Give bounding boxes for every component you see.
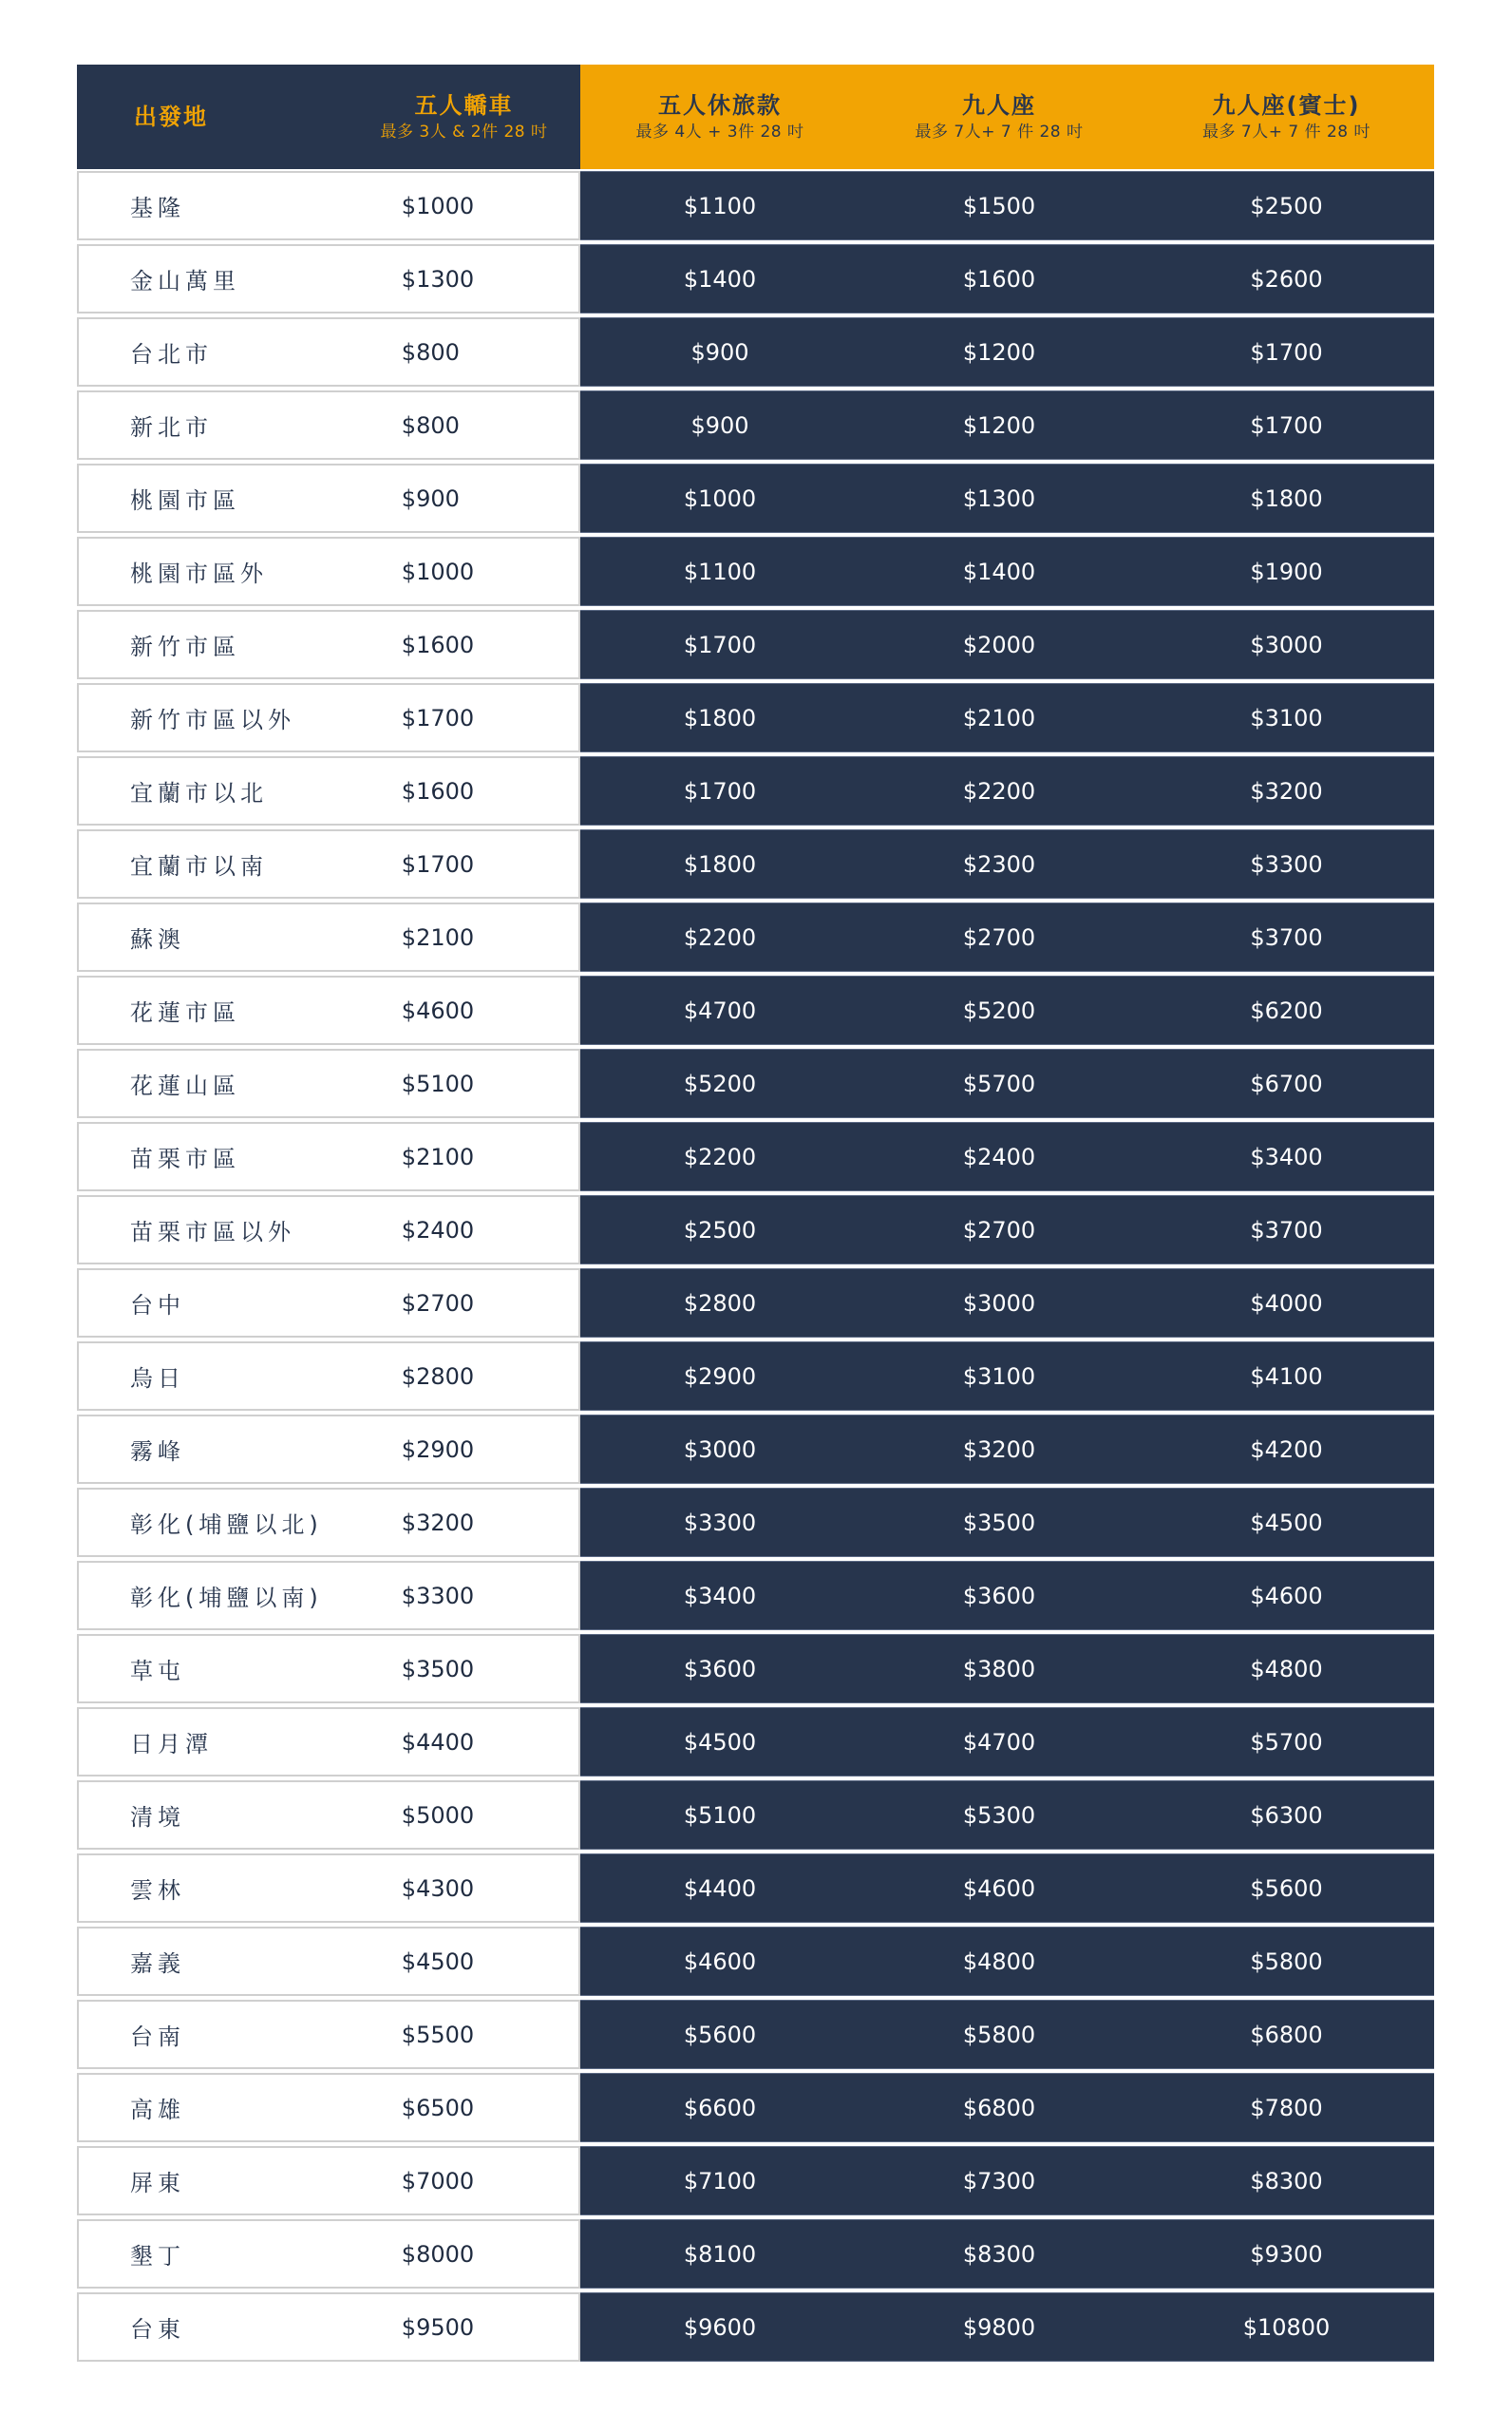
origin-cell: 苗栗市區以外 bbox=[130, 1219, 295, 1245]
price-suv: $1000 bbox=[683, 484, 757, 512]
table-row bbox=[77, 1122, 1434, 1191]
table-row bbox=[77, 610, 1434, 679]
price-suv: $4500 bbox=[683, 1728, 757, 1756]
header-col-subtitle: 最多 3人 & 2件 28 吋 bbox=[380, 123, 548, 142]
price-sedan: $5100 bbox=[401, 1070, 475, 1097]
price-suv: $2800 bbox=[683, 1289, 757, 1317]
price-sedan: $3300 bbox=[401, 1582, 475, 1609]
row-right-cells bbox=[580, 1268, 1434, 1338]
price-nine-seater: $9800 bbox=[962, 2313, 1036, 2341]
origin-cell: 蘇澳 bbox=[130, 926, 185, 953]
price-sedan: $8000 bbox=[401, 2240, 475, 2268]
price-suv: $6600 bbox=[683, 2094, 757, 2121]
price-nine-seater-benz: $2500 bbox=[1250, 192, 1323, 219]
price-nine-seater: $2400 bbox=[962, 1143, 1036, 1170]
table-row bbox=[77, 171, 1434, 240]
table-row bbox=[77, 2146, 1434, 2215]
table-row bbox=[77, 1488, 1434, 1557]
price-nine-seater: $2700 bbox=[962, 923, 1036, 951]
price-nine-seater-benz: $4200 bbox=[1250, 1435, 1323, 1463]
row-right-cells bbox=[580, 1853, 1434, 1923]
table-row bbox=[77, 2292, 1434, 2362]
price-sedan: $800 bbox=[401, 338, 460, 366]
price-suv: $1800 bbox=[683, 704, 757, 732]
price-nine-seater-benz: $3700 bbox=[1250, 923, 1323, 951]
price-sedan: $5000 bbox=[401, 1801, 475, 1829]
row-left-cells bbox=[77, 171, 580, 240]
price-sedan: $2100 bbox=[401, 923, 475, 951]
price-nine-seater-benz: $3000 bbox=[1250, 631, 1323, 658]
price-suv: $3600 bbox=[683, 1655, 757, 1682]
price-nine-seater: $3600 bbox=[962, 1582, 1036, 1609]
table-body bbox=[77, 171, 1434, 2362]
origin-cell: 台南 bbox=[130, 2024, 185, 2050]
header-col-suv bbox=[580, 65, 860, 169]
row-right-cells bbox=[580, 2219, 1434, 2289]
price-suv: $5100 bbox=[683, 1801, 757, 1829]
price-sedan: $1700 bbox=[401, 704, 475, 732]
origin-cell: 宜蘭市以南 bbox=[130, 853, 268, 880]
price-nine-seater-benz: $4600 bbox=[1250, 1582, 1323, 1609]
price-sedan: $5500 bbox=[401, 2021, 475, 2048]
price-nine-seater-benz: $5600 bbox=[1250, 1874, 1323, 1902]
origin-cell: 桃園市區 bbox=[130, 487, 240, 514]
row-right-cells bbox=[580, 1122, 1434, 1191]
row-left-cells bbox=[77, 1195, 580, 1264]
row-left-cells bbox=[77, 1707, 580, 1776]
row-right-cells bbox=[580, 244, 1434, 314]
row-left-cells bbox=[77, 1927, 580, 1996]
price-sedan: $2900 bbox=[401, 1435, 475, 1463]
row-left-cells bbox=[77, 2219, 580, 2289]
row-right-cells bbox=[580, 1488, 1434, 1557]
price-sedan: $2800 bbox=[401, 1362, 475, 1390]
origin-cell: 桃園市區外 bbox=[130, 560, 268, 587]
origin-cell: 日月潭 bbox=[130, 1731, 213, 1758]
row-right-cells bbox=[580, 683, 1434, 752]
price-nine-seater-benz: $5800 bbox=[1250, 1948, 1323, 1975]
origin-cell: 墾丁 bbox=[130, 2243, 185, 2270]
row-right-cells bbox=[580, 1049, 1434, 1118]
row-right-cells bbox=[580, 1415, 1434, 1484]
price-suv: $9600 bbox=[683, 2313, 757, 2341]
price-nine-seater: $1600 bbox=[962, 265, 1036, 293]
price-suv: $3000 bbox=[683, 1435, 757, 1463]
origin-cell: 台中 bbox=[130, 1292, 185, 1319]
origin-cell: 台東 bbox=[130, 2316, 185, 2343]
origin-cell: 雲林 bbox=[130, 1877, 185, 1904]
price-suv: $1100 bbox=[683, 192, 757, 219]
row-right-cells bbox=[580, 902, 1434, 972]
price-suv: $900 bbox=[690, 411, 749, 439]
price-sedan: $1700 bbox=[401, 850, 475, 878]
row-left-cells bbox=[77, 1780, 580, 1850]
origin-cell: 新北市 bbox=[130, 414, 213, 441]
table-row bbox=[77, 1341, 1434, 1411]
price-table bbox=[77, 65, 1434, 2362]
price-nine-seater: $3500 bbox=[962, 1509, 1036, 1536]
origin-cell: 屏東 bbox=[130, 2170, 185, 2196]
row-left-cells bbox=[77, 1561, 580, 1630]
row-left-cells bbox=[77, 390, 580, 460]
table-row bbox=[77, 537, 1434, 606]
row-right-cells bbox=[580, 464, 1434, 533]
price-sedan: $1600 bbox=[401, 631, 475, 658]
price-nine-seater: $1500 bbox=[962, 192, 1036, 219]
header-col-subtitle: 最多 7人+ 7 件 28 吋 bbox=[1201, 123, 1371, 142]
header-col-subtitle: 最多 7人+ 7 件 28 吋 bbox=[915, 123, 1084, 142]
price-nine-seater: $2000 bbox=[962, 631, 1036, 658]
price-nine-seater: $3000 bbox=[962, 1289, 1036, 1317]
row-right-cells bbox=[580, 1195, 1434, 1264]
price-nine-seater-benz: $1900 bbox=[1250, 558, 1323, 585]
price-nine-seater: $2700 bbox=[962, 1216, 1036, 1244]
price-suv: $7100 bbox=[683, 2167, 757, 2194]
price-suv: $1100 bbox=[683, 558, 757, 585]
price-suv: $4700 bbox=[683, 997, 757, 1024]
origin-cell: 新竹市區 bbox=[130, 634, 240, 660]
row-left-cells bbox=[77, 2292, 580, 2362]
price-sedan: $800 bbox=[401, 411, 460, 439]
price-nine-seater: $5700 bbox=[962, 1070, 1036, 1097]
origin-cell: 高雄 bbox=[130, 2097, 185, 2123]
price-sedan: $4400 bbox=[401, 1728, 475, 1756]
table-row bbox=[77, 976, 1434, 1045]
price-nine-seater-benz: $6800 bbox=[1250, 2021, 1323, 2048]
header-col-subtitle: 最多 4人 + 3件 28 吋 bbox=[635, 123, 804, 142]
price-sedan: $2700 bbox=[401, 1289, 475, 1317]
row-right-cells bbox=[580, 2292, 1434, 2362]
price-nine-seater-benz: $4500 bbox=[1250, 1509, 1323, 1536]
price-sedan: $3200 bbox=[401, 1509, 475, 1536]
header-origin-label: 出發地 bbox=[134, 104, 208, 130]
origin-cell: 金山萬里 bbox=[130, 268, 240, 294]
row-right-cells bbox=[580, 1780, 1434, 1850]
table-row bbox=[77, 1268, 1434, 1338]
row-left-cells bbox=[77, 317, 580, 387]
table-row bbox=[77, 317, 1434, 387]
price-nine-seater: $4800 bbox=[962, 1948, 1036, 1975]
table-row bbox=[77, 1927, 1434, 1996]
row-right-cells bbox=[580, 537, 1434, 606]
header-col-nine-seater-benz bbox=[1139, 65, 1434, 169]
row-right-cells bbox=[580, 317, 1434, 387]
origin-cell: 彰化(埔鹽以北) bbox=[130, 1511, 323, 1538]
price-suv: $900 bbox=[690, 338, 749, 366]
price-suv: $1700 bbox=[683, 631, 757, 658]
price-nine-seater: $2100 bbox=[962, 704, 1036, 732]
origin-cell: 霧峰 bbox=[130, 1438, 185, 1465]
price-sedan: $2400 bbox=[401, 1216, 475, 1244]
price-nine-seater: $2300 bbox=[962, 850, 1036, 878]
row-left-cells bbox=[77, 756, 580, 826]
origin-cell: 嘉義 bbox=[130, 1950, 185, 1977]
row-left-cells bbox=[77, 610, 580, 679]
price-nine-seater: $1200 bbox=[962, 411, 1036, 439]
price-suv: $8100 bbox=[683, 2240, 757, 2268]
header-col-sedan bbox=[348, 65, 580, 169]
price-nine-seater-benz: $10800 bbox=[1242, 2313, 1331, 2341]
price-suv: $1800 bbox=[683, 850, 757, 878]
origin-cell: 台北市 bbox=[130, 341, 213, 368]
table-row bbox=[77, 1195, 1434, 1264]
origin-cell: 基隆 bbox=[130, 195, 185, 221]
table-row bbox=[77, 829, 1434, 899]
price-nine-seater: $5300 bbox=[962, 1801, 1036, 1829]
row-left-cells bbox=[77, 829, 580, 899]
header-col-title: 九人座(賓士) bbox=[1212, 92, 1361, 119]
row-right-cells bbox=[580, 829, 1434, 899]
origin-cell: 草屯 bbox=[130, 1658, 185, 1684]
price-nine-seater: $1400 bbox=[962, 558, 1036, 585]
table-row bbox=[77, 1049, 1434, 1118]
origin-cell: 苗栗市區 bbox=[130, 1146, 240, 1172]
row-left-cells bbox=[77, 537, 580, 606]
table-row bbox=[77, 2073, 1434, 2142]
table-row bbox=[77, 2219, 1434, 2289]
row-left-cells bbox=[77, 464, 580, 533]
header-col-title: 五人轎車 bbox=[414, 92, 514, 119]
price-nine-seater: $3200 bbox=[962, 1435, 1036, 1463]
table-row bbox=[77, 1561, 1434, 1630]
header-col-title: 五人休旅款 bbox=[658, 92, 782, 119]
table-row bbox=[77, 756, 1434, 826]
price-sedan: $7000 bbox=[401, 2167, 475, 2194]
price-sedan: $1000 bbox=[401, 558, 475, 585]
row-right-cells bbox=[580, 1561, 1434, 1630]
row-right-cells bbox=[580, 390, 1434, 460]
price-nine-seater-benz: $6300 bbox=[1250, 1801, 1323, 1829]
row-left-cells bbox=[77, 244, 580, 314]
price-nine-seater-benz: $5700 bbox=[1250, 1728, 1323, 1756]
row-left-cells bbox=[77, 1268, 580, 1338]
price-sedan: $1300 bbox=[401, 265, 475, 293]
price-nine-seater: $6800 bbox=[962, 2094, 1036, 2121]
price-suv: $2500 bbox=[683, 1216, 757, 1244]
table-row bbox=[77, 902, 1434, 972]
table-row bbox=[77, 2000, 1434, 2069]
table-row bbox=[77, 1707, 1434, 1776]
row-left-cells bbox=[77, 1122, 580, 1191]
price-nine-seater-benz: $6200 bbox=[1250, 997, 1323, 1024]
price-suv: $5200 bbox=[683, 1070, 757, 1097]
row-right-cells bbox=[580, 1634, 1434, 1703]
price-sedan: $4500 bbox=[401, 1948, 475, 1975]
price-nine-seater: $1300 bbox=[962, 484, 1036, 512]
table-row bbox=[77, 390, 1434, 460]
price-nine-seater-benz: $3100 bbox=[1250, 704, 1323, 732]
table-row bbox=[77, 1634, 1434, 1703]
row-right-cells bbox=[580, 610, 1434, 679]
price-suv: $4600 bbox=[683, 1948, 757, 1975]
price-nine-seater: $1200 bbox=[962, 338, 1036, 366]
price-sedan: $900 bbox=[401, 484, 460, 512]
row-right-cells bbox=[580, 2146, 1434, 2215]
header-origin bbox=[77, 65, 348, 169]
table-row bbox=[77, 1780, 1434, 1850]
price-sedan: $3500 bbox=[401, 1655, 475, 1682]
price-suv: $2200 bbox=[683, 1143, 757, 1170]
price-nine-seater-benz: $1700 bbox=[1250, 411, 1323, 439]
origin-cell: 新竹市區以外 bbox=[130, 707, 295, 733]
price-sedan: $2100 bbox=[401, 1143, 475, 1170]
row-right-cells bbox=[580, 171, 1434, 240]
row-left-cells bbox=[77, 683, 580, 752]
price-nine-seater: $3800 bbox=[962, 1655, 1036, 1682]
origin-cell: 花蓮市區 bbox=[130, 999, 240, 1026]
row-left-cells bbox=[77, 1415, 580, 1484]
row-left-cells bbox=[77, 1634, 580, 1703]
price-nine-seater-benz: $4000 bbox=[1250, 1289, 1323, 1317]
price-nine-seater: $5800 bbox=[962, 2021, 1036, 2048]
table-row bbox=[77, 683, 1434, 752]
price-nine-seater-benz: $6700 bbox=[1250, 1070, 1323, 1097]
origin-cell: 彰化(埔鹽以南) bbox=[130, 1585, 323, 1611]
table-row bbox=[77, 464, 1434, 533]
row-left-cells bbox=[77, 1488, 580, 1557]
row-left-cells bbox=[77, 2000, 580, 2069]
price-suv: $3300 bbox=[683, 1509, 757, 1536]
row-left-cells bbox=[77, 2073, 580, 2142]
price-nine-seater: $4700 bbox=[962, 1728, 1036, 1756]
row-right-cells bbox=[580, 1341, 1434, 1411]
price-sedan: $4600 bbox=[401, 997, 475, 1024]
origin-cell: 清境 bbox=[130, 1804, 185, 1831]
price-nine-seater-benz: $3300 bbox=[1250, 850, 1323, 878]
price-suv: $3400 bbox=[683, 1582, 757, 1609]
price-nine-seater: $2200 bbox=[962, 777, 1036, 805]
price-nine-seater-benz: $4100 bbox=[1250, 1362, 1323, 1390]
row-left-cells bbox=[77, 1049, 580, 1118]
header-col-nine-seater bbox=[860, 65, 1139, 169]
row-left-cells bbox=[77, 1341, 580, 1411]
row-left-cells bbox=[77, 1853, 580, 1923]
price-nine-seater-benz: $1800 bbox=[1250, 484, 1323, 512]
price-sedan: $1000 bbox=[401, 192, 475, 219]
row-left-cells bbox=[77, 2146, 580, 2215]
price-suv: $2200 bbox=[683, 923, 757, 951]
price-nine-seater-benz: $7800 bbox=[1250, 2094, 1323, 2121]
price-nine-seater-benz: $3700 bbox=[1250, 1216, 1323, 1244]
table-row bbox=[77, 1853, 1434, 1923]
price-sedan: $9500 bbox=[401, 2313, 475, 2341]
price-nine-seater-benz: $8300 bbox=[1250, 2167, 1323, 2194]
row-right-cells bbox=[580, 2000, 1434, 2069]
price-nine-seater: $5200 bbox=[962, 997, 1036, 1024]
price-nine-seater-benz: $2600 bbox=[1250, 265, 1323, 293]
price-nine-seater: $8300 bbox=[962, 2240, 1036, 2268]
price-suv: $5600 bbox=[683, 2021, 757, 2048]
price-nine-seater-benz: $1700 bbox=[1250, 338, 1323, 366]
origin-cell: 宜蘭市以北 bbox=[130, 780, 268, 807]
row-left-cells bbox=[77, 902, 580, 972]
price-sedan: $6500 bbox=[401, 2094, 475, 2121]
row-left-cells bbox=[77, 976, 580, 1045]
price-sedan: $1600 bbox=[401, 777, 475, 805]
table-row bbox=[77, 1415, 1434, 1484]
price-suv: $2900 bbox=[683, 1362, 757, 1390]
header-col-title: 九人座 bbox=[962, 92, 1036, 119]
row-right-cells bbox=[580, 976, 1434, 1045]
price-suv: $1700 bbox=[683, 777, 757, 805]
row-right-cells bbox=[580, 2073, 1434, 2142]
table-row bbox=[77, 244, 1434, 314]
price-nine-seater: $4600 bbox=[962, 1874, 1036, 1902]
price-nine-seater-benz: $4800 bbox=[1250, 1655, 1323, 1682]
row-right-cells bbox=[580, 1707, 1434, 1776]
row-right-cells bbox=[580, 1927, 1434, 1996]
origin-cell: 花蓮山區 bbox=[130, 1073, 240, 1099]
price-nine-seater: $3100 bbox=[962, 1362, 1036, 1390]
price-sedan: $4300 bbox=[401, 1874, 475, 1902]
price-nine-seater-benz: $3400 bbox=[1250, 1143, 1323, 1170]
price-suv: $1400 bbox=[683, 265, 757, 293]
origin-cell: 烏日 bbox=[130, 1365, 185, 1392]
price-nine-seater-benz: $3200 bbox=[1250, 777, 1323, 805]
price-suv: $4400 bbox=[683, 1874, 757, 1902]
price-nine-seater: $7300 bbox=[962, 2167, 1036, 2194]
table-header bbox=[77, 65, 1434, 169]
row-right-cells bbox=[580, 756, 1434, 826]
price-nine-seater-benz: $9300 bbox=[1250, 2240, 1323, 2268]
